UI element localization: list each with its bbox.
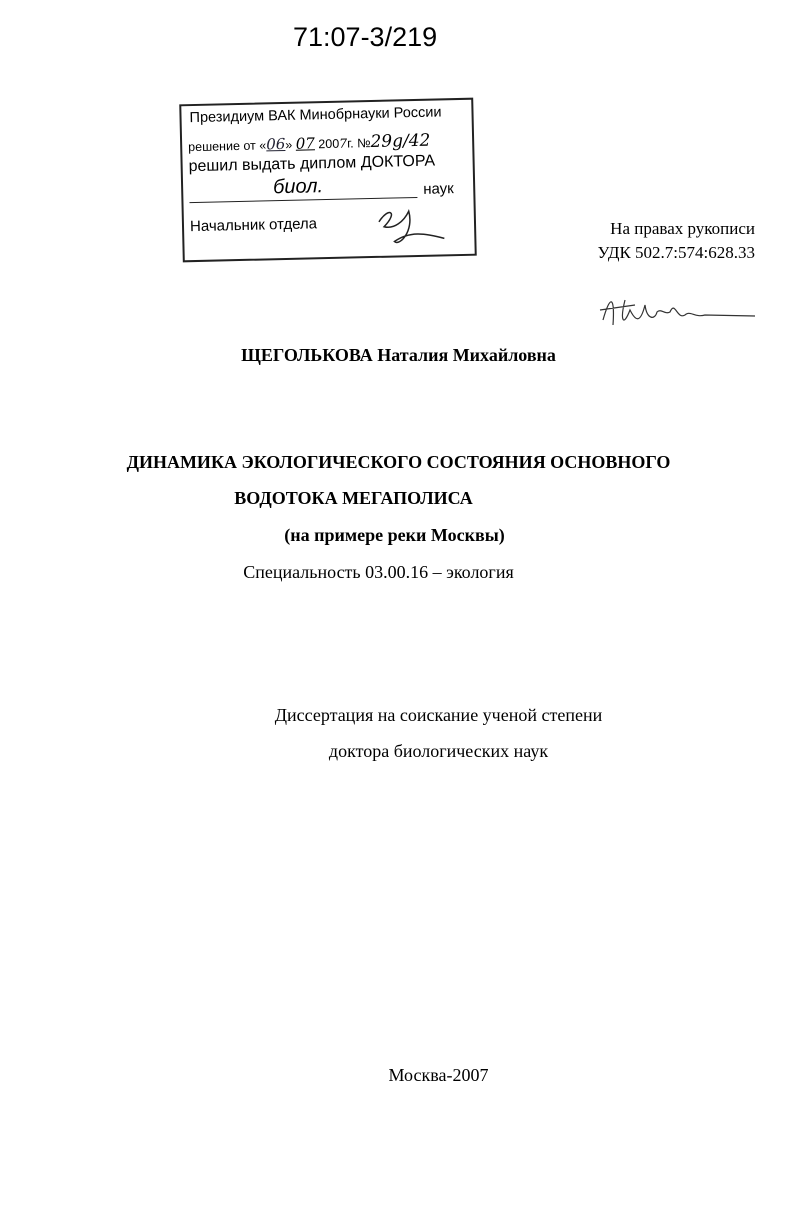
stamp-line-2: решение от «06» 07 2007г. №29g/42	[188, 130, 431, 155]
udc-code: УДК 502.7:574:628.33	[597, 243, 755, 262]
vak-stamp	[179, 98, 477, 263]
author-signature	[595, 290, 760, 335]
stamp-month: 07	[295, 134, 316, 153]
stamp-science: биол.	[272, 175, 324, 199]
stamp-number: 29g/42	[370, 130, 431, 153]
stamp-day: 06	[266, 134, 286, 154]
degree-line-2: доктора биологических наук	[328, 741, 549, 761]
place-year: Москва-2007	[388, 1065, 489, 1085]
stamp-line-1: Президиум ВАК Минобрнауки России	[189, 104, 442, 127]
author-name: ЩЕГОЛЬКОВА Наталия Михайловна	[241, 345, 556, 365]
rights-note: На правах рукописи	[610, 219, 755, 238]
specialty: Специальность 03.00.16 – экология	[243, 562, 514, 582]
title-line-1: ДИНАМИКА ЭКОЛОГИЧЕСКОГО СОСТОЯНИЯ ОСНОВНОГО	[126, 452, 671, 472]
stamp-line-3: решил выдать диплом ДОКТОРА	[188, 152, 436, 176]
degree-line-1: Диссертация на соискание ученой степени	[274, 705, 603, 725]
stamp-line-5: Начальник отдела	[189, 215, 318, 236]
stamp-science-suffix: наук	[423, 180, 454, 198]
title-line-2: ВОДОТОКА МЕГАПОЛИСА	[234, 488, 473, 508]
subtitle: (на примере реки Москвы)	[284, 525, 505, 545]
archive-code: 71:07-3/219	[293, 22, 438, 52]
stamp-signature	[369, 200, 450, 252]
